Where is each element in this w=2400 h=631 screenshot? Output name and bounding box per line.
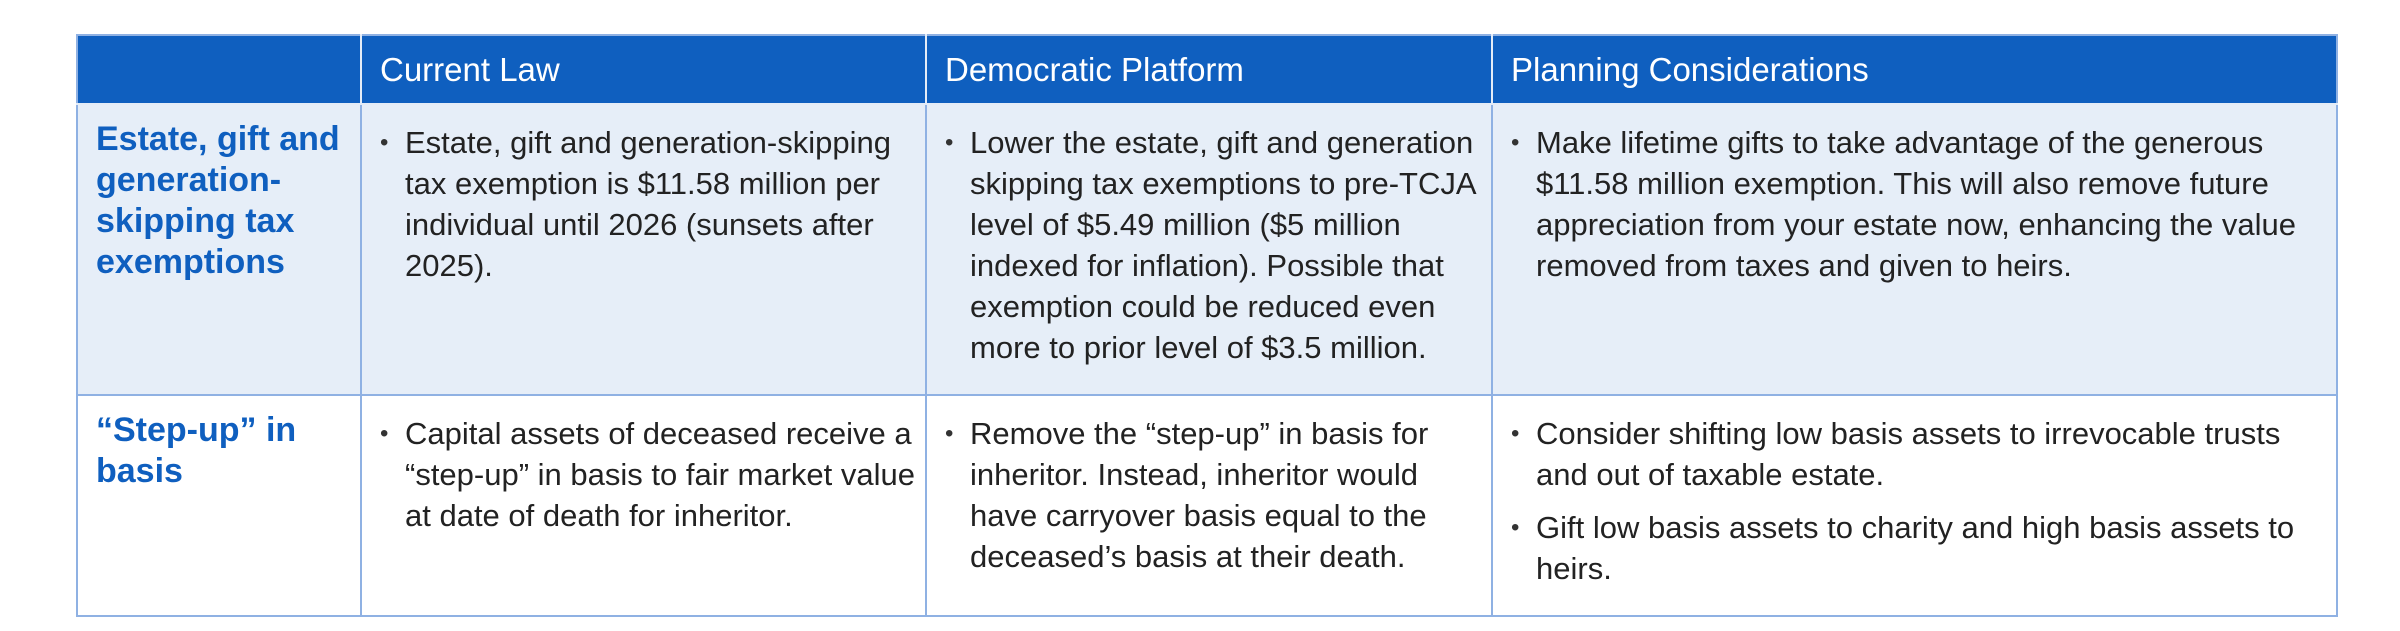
cell-planning-considerations bbox=[1492, 395, 2337, 616]
bullet-item: • Consider shifting low basis assets to irrevocable trusts and out of taxable estate. bbox=[1511, 413, 2326, 495]
cell-planning-considerations bbox=[1492, 104, 2337, 395]
cell-democratic-platform bbox=[926, 104, 1492, 395]
header-row bbox=[77, 35, 2337, 104]
bullet-item: • Remove the “step-up” in basis for inheritor. Instead, inheritor would have carryover basis equal to the deceased’s basis at their death. bbox=[945, 413, 1481, 577]
row-label-step-up: “Step-up” in basis bbox=[77, 395, 361, 616]
bullet-item: • Gift low basis assets to charity and high basis assets to heirs. bbox=[1511, 507, 2326, 589]
bullet-item: • Estate, gift and generation-skipping tax exemption is $11.58 million per individual until 2026 (sunsets after 2025). bbox=[380, 122, 915, 286]
bullet-item: • Make lifetime gifts to take advantage of the generous $11.58 million exemption. This will also remove future appreciation from your estate now, enhancing the value removed from taxes and given to heirs. bbox=[1511, 122, 2326, 286]
header-current-law: Current Law bbox=[361, 35, 926, 104]
table-row bbox=[77, 395, 2337, 616]
cell-democratic-platform bbox=[926, 395, 1492, 616]
bullet-item: • Lower the estate, gift and generation skipping tax exemptions to pre-TCJA level of $5.49 million ($5 million indexed for inflation). Possible that exemption could be reduced even more to prior level of $3.5 million. bbox=[945, 122, 1481, 368]
cell-current-law bbox=[361, 395, 926, 616]
header-democratic-platform: Democratic Platform bbox=[926, 35, 1492, 104]
table-row bbox=[77, 104, 2337, 395]
header-planning-considerations: Planning Considerations bbox=[1492, 35, 2337, 104]
row-label-exemptions: Estate, gift and generation-skipping tax exemptions bbox=[77, 104, 361, 395]
tax-comparison-table bbox=[76, 34, 2338, 617]
cell-current-law bbox=[361, 104, 926, 395]
bullet-item: • Capital assets of deceased receive a “step-up” in basis to fair market value at date of death for inheritor. bbox=[380, 413, 915, 536]
header-corner bbox=[77, 35, 361, 104]
